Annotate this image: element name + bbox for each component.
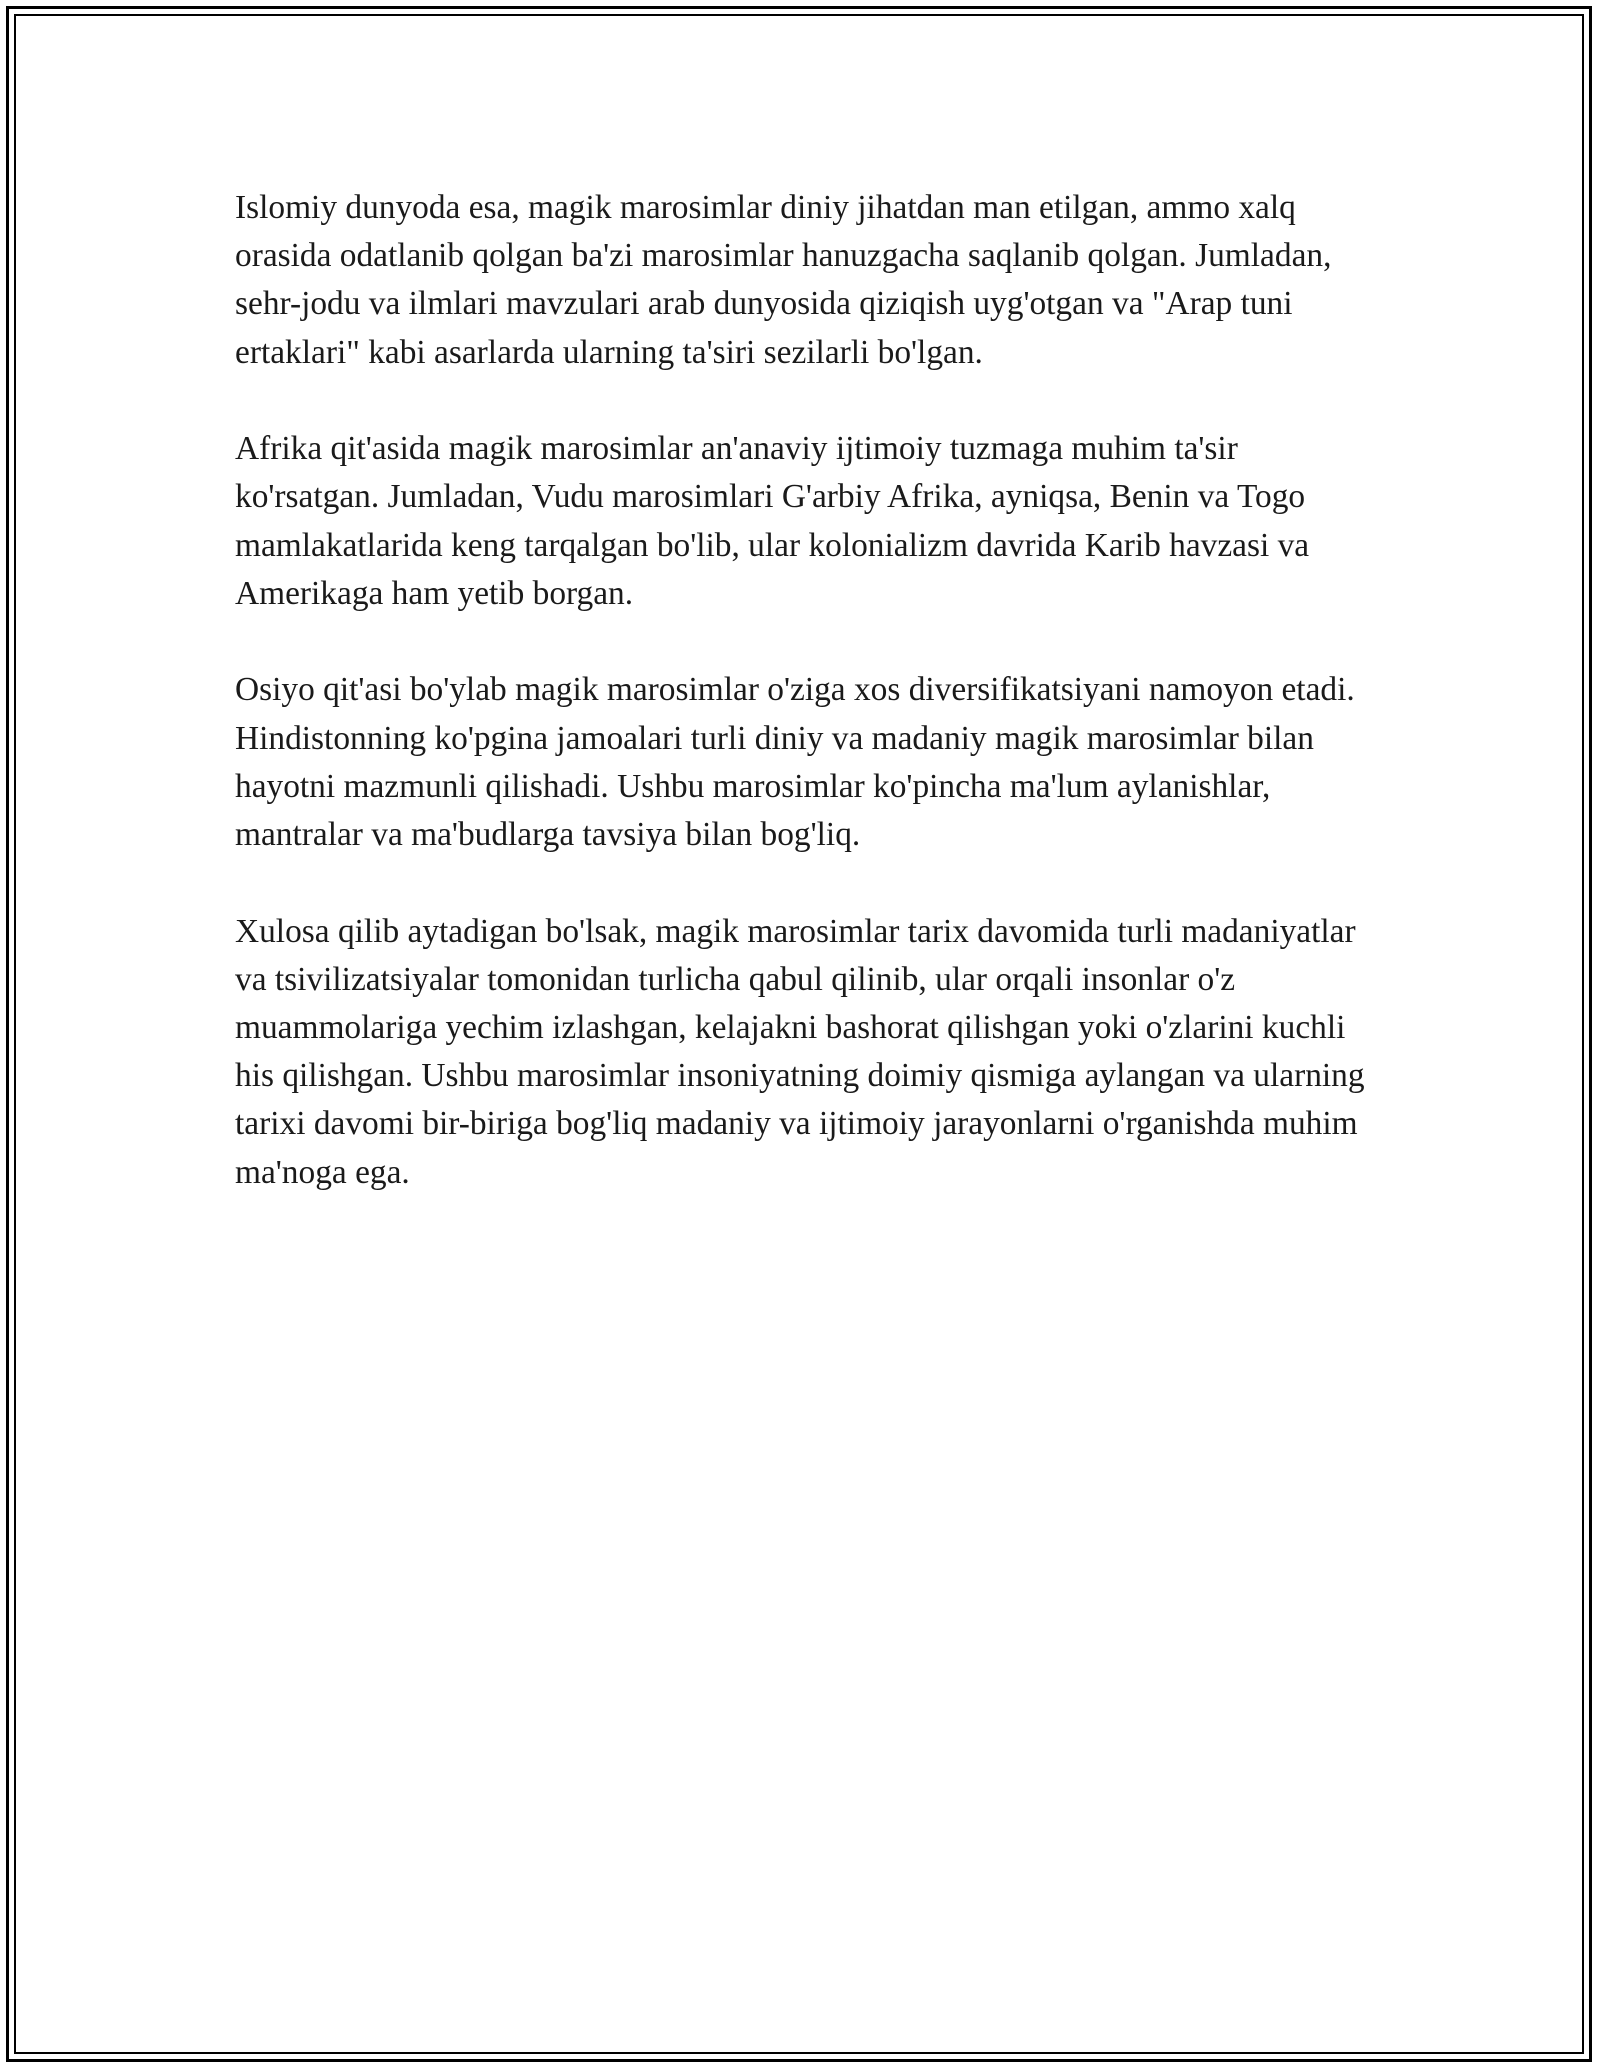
document-body <box>235 184 1385 1245</box>
paragraph-asia: Osiyo qit'asi bo'ylab magik marosimlar o'ziga xos diversifikatsiyani namoyon etadi. Hindistonning ko'pgina jamoalari turli diniy va madaniy magik marosimlar bilan hayotni mazmunli qilishadi. Ushbu marosimlar ko'pincha ma'lum aylanishlar, mantralar va ma'budlarga tavsiya bilan bog'liq. <box>235 671 1355 854</box>
paragraph-islamic-world: Islomiy dunyoda esa, magik marosimlar diniy jihatdan man etilgan, ammo xalq orasida odatlanib qolgan ba'zi marosimlar hanuzgacha saqlanib qolgan. Jumladan, sehr-jodu va ilmlari mavzulari arab dunyosida qiziqish uyg'otgan va "Arap tuni ertaklari" kabi asarlarda ularning ta'siri sezilarli bo'lgan. <box>235 189 1332 371</box>
paragraph-africa: Afrika qit'asida magik marosimlar an'anaviy ijtimoiy tuzmaga muhim ta'sir ko'rsatgan. Jumladan, Vudu marosimlari G'arbiy Afrika, ayniqsa, Benin va Togo mamlakatlarida keng tarqalgan bo'lib, ular kolonializm davrida Karib havzasi va Amerikaga ham yetib borgan. <box>235 430 1310 612</box>
paragraph-conclusion: Xulosa qilib aytadigan bo'lsak, magik marosimlar tarix davomida turli madaniyatlar va tsivilizatsiyalar tomonidan turlicha qabul qilinib, ular orqali insonlar o'z muammolariga yechim izlashgan, kelajakni bashorat qilishgan yoki o'zlarini kuchli his qilishgan. Ushbu marosimlar insoniyatning doimiy qismiga aylangan va ularning tarixi davomi bir-biriga bog'liq madaniy va ijtimoiy jarayonlarni o'rganishda muhim ma'noga ega. <box>235 912 1365 1191</box>
